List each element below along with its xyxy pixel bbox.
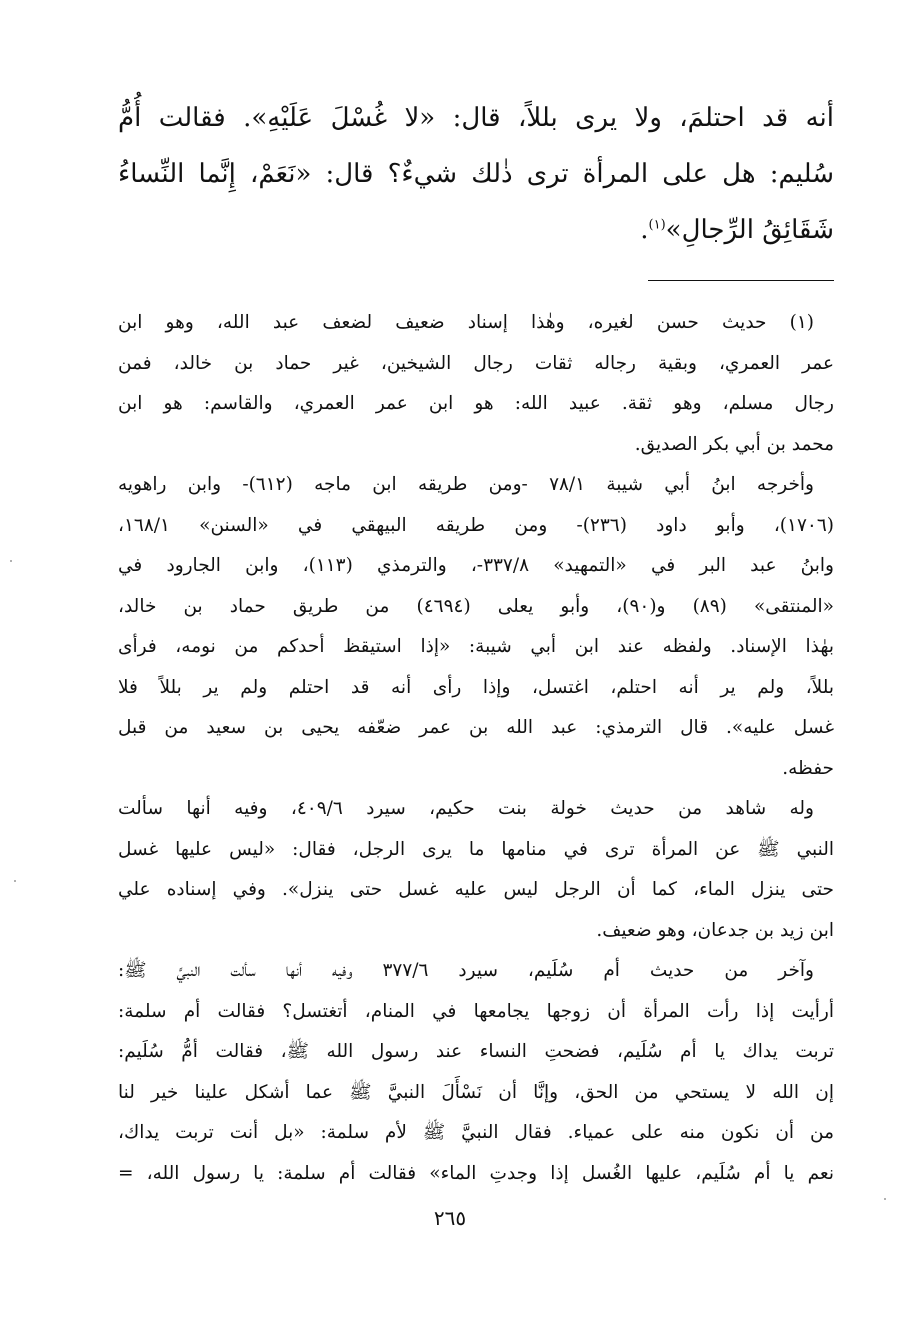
footnote-line: وابنُ عبد البر في «التمهيد» ٣٣٧/٨-، والترمذي (١١٣)، وابن الجارود في xyxy=(118,555,834,576)
footnote-line: حتى ينزل الماء، كما أن الرجل ليس عليه غسل حتى ينزل». وفي إسناده علي xyxy=(118,879,834,900)
footnote-line: «المنتقى» (٨٩) و(٩٠)، وأبو يعلى (٤٦٩٤) من طريق حماد بن خالد، xyxy=(118,595,834,617)
footnote-line: حفظه. xyxy=(782,757,834,779)
footnote-line: بللاً، ولم ير أنه احتلم، اغتسل، وإذا رأى أنه قد احتلم ولم ير بللاً فلا xyxy=(118,676,834,698)
footnote-line: ابن زيد بن جدعان، وهو ضعيف. xyxy=(596,919,834,941)
footnote-line: وأخرجه ابنُ أبي شيبة ٧٨/١ -ومن طريقه ابن ماجه (٦١٢)- وابن راهويه xyxy=(118,474,814,495)
scan-speck xyxy=(14,880,16,882)
footnote-line: بهٰذا الإسناد. ولفظه عند ابن أبي شيبة: «إذا استيقظ أحدكم من نومه، فرأى xyxy=(118,636,834,657)
footnote-line: تربت يداك يا أم سُلَيم، فضحتِ النساء عند رسول الله ﷺ، فقالت أمُّ سُلَيم: xyxy=(118,1041,834,1062)
scan-speck xyxy=(884,1198,886,1200)
footnote-line: النبي ﷺ عن المرأة ترى في منامها ما يرى الرجل، فقال: «ليس عليها غسل xyxy=(118,838,834,860)
hadith-line-1: أنه قد احتلمَ، ولا يرى بللاً، قال: «لا غُسْلَ عَلَيْهِ». فقالت أُمُّ xyxy=(118,103,834,133)
footnote-reference[interactable]: (١) xyxy=(648,217,666,233)
footnote-line: أرأيت إذا رأت المرأة أن زوجها يجامعها في المنام، أتغتسل؟ فقالت أم سلمة: xyxy=(118,1000,834,1022)
footnote-line: وآخر من حديث أم سُلَيم، سيرد ٣٧٧/٦ وفيه أنها سألت النبيَّ ﷺ: xyxy=(118,960,814,981)
page-number: ٢٦٥ xyxy=(433,1206,467,1230)
footnote-line: محمد بن أبي بكر الصديق. xyxy=(634,433,834,455)
page-body xyxy=(118,90,834,1194)
footnote-line: (١٧٠٦)، وأبو داود (٢٣٦)- ومن طريقه البيهقي في «السنن» ١٦٨/١، xyxy=(118,514,834,536)
footnote-line: من أن نكون منه على عمياء. فقال النبيَّ ﷺ لأم سلمة: «بل أنت تربت يداك، xyxy=(118,1122,834,1143)
footnote-line: عمر العمري، وبقية رجاله ثقات رجال الشيخين، غير حماد بن خالد، فمن xyxy=(118,352,834,374)
footnote-line: رجال مسلم، وهو ثقة. عبيد الله: هو ابن عمر العمري، والقاسم: هو ابن xyxy=(118,393,834,414)
footnote-line: إن الله لا يستحي من الحق، وإنَّا أن نَسْأَلَ النبيَّ ﷺ عما أشكل علينا خير لنا xyxy=(118,1081,834,1103)
footnote-line: وله شاهد من حديث خولة بنت حكيم، سيرد ٤٠٩/٦، وفيه أنها سألت xyxy=(118,798,814,819)
hadith-text xyxy=(118,90,834,258)
footnotes-section xyxy=(118,303,834,1194)
hadith-line-2: سُليم: هل على المرأة ترى ذٰلك شيءٌ؟ قال: «نَعَمْ، إِنَّما النِّساءُ xyxy=(118,159,834,189)
footnote-line: نعم يا أم سُلَيم، عليها الغُسل إذا وجدتِ الماء» فقالت أم سلمة: يا رسول الله، = xyxy=(118,1162,834,1184)
scan-speck xyxy=(10,560,12,562)
footnote-separator xyxy=(648,280,834,281)
hadith-line-3-text: شَقَائِقُ الرِّجالِ» xyxy=(665,215,834,245)
hadith-end-punctuation: . xyxy=(640,215,649,245)
footnote-line: غسل عليه». قال الترمذي: عبد الله بن عمر ضعّفه يحيى بن سعيد من قبل xyxy=(118,717,834,738)
footnote-line: (١) حديث حسن لغيره، وهٰذا إسناد ضعيف لضعف عبد الله، وهو ابن xyxy=(118,312,814,333)
hadith-line-3 xyxy=(118,202,834,258)
